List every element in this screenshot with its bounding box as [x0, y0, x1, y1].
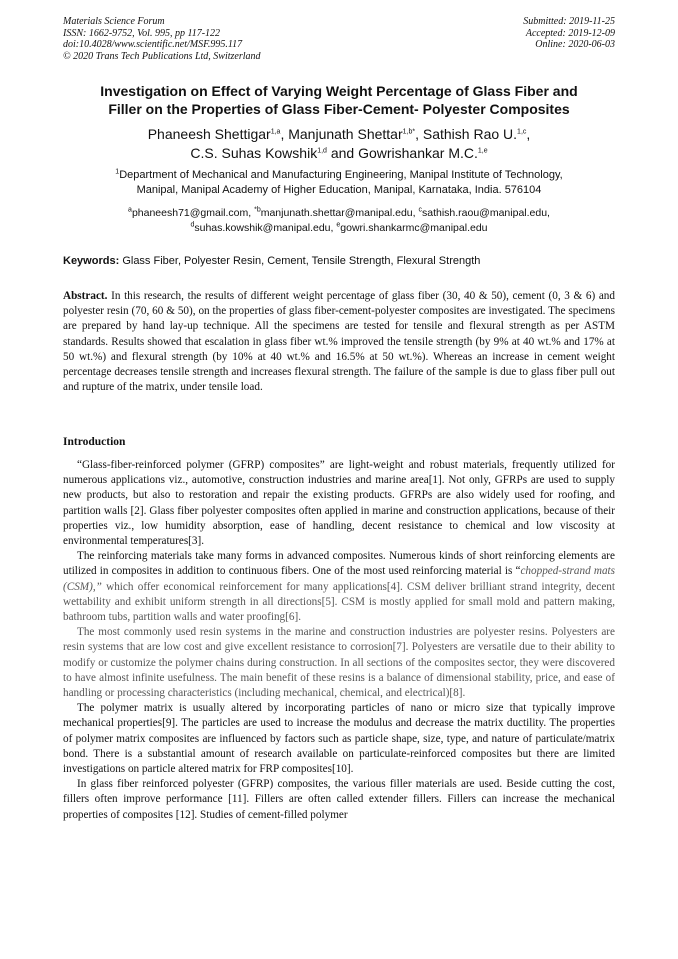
affiliation-line-1: Department of Mechanical and Manufacturing Engineering, Manipal Institute of Technology,: [119, 169, 563, 181]
author-affil-mark: 1,d: [317, 147, 327, 155]
email-address[interactable]: sathish.raou@manipal.edu,: [421, 207, 550, 219]
intro-paragraph: “Glass-fiber-reinforced polymer (GFRP) composites” are light-weight and robust materials, frequently utilized for numerous applications viz., automotive, construction industries and marine area[1]. Not only, GFRPs are used to supply new products, but also to restoration and repair the existing products. GFRPs are also widely used for roofing, and partition walls [2]. Glass fiber polyester composites often applied in marine and construction applications, because of their properties viz., low humidity absorption, ease of handling, decent resistance to chemical and low viscosity at environmental temperatures[3].: [63, 459, 615, 548]
email-mark: c: [418, 206, 422, 214]
author-name: C.S. Suhas Kowshik: [190, 145, 318, 161]
author-affil-mark: 1,e: [477, 147, 488, 155]
author-name: Manjunath Shettar: [288, 126, 403, 142]
author-affil-mark: 1,a: [270, 128, 281, 136]
submitted-date: Submitted: 2019-11-25: [523, 16, 615, 27]
intro-text: which offer economical reinforcement for many applications[4]. CSM deliver brilliant strand integrity, decent wettability and exhibit uniform strength in all directions[5]. CSM is mostly applied for small mold and pattern making, bathroom tubs, partition walls and water proofing[6].: [63, 580, 615, 624]
title-line-2: Filler on the Properties of Glass Fiber-Cement- Polyester Composites: [108, 101, 570, 117]
author-conjunction: and: [330, 145, 355, 161]
keywords-text: Glass Fiber, Polyester Resin, Cement, Tensile Strength, Flexural Strength: [122, 255, 481, 267]
email-address[interactable]: manjunath.shettar@manipal.edu,: [260, 207, 416, 219]
email-address[interactable]: phaneesh71@gmail.com,: [131, 207, 252, 219]
email-mark: *b: [254, 206, 261, 214]
keywords-label: Keywords:: [63, 255, 120, 267]
keywords: [63, 254, 615, 268]
email-mark: e: [336, 221, 341, 228]
intro-italic-term: chopped-strand mats (CSM),”: [63, 565, 615, 593]
author-name: Gowrishankar M.C.: [358, 145, 478, 161]
email-address[interactable]: suhas.kowshik@manipal.edu,: [194, 221, 334, 234]
online-date: Online: 2020-06-03: [535, 39, 615, 50]
author-name: Sathish Rao U.: [422, 126, 518, 142]
affiliation-line-2: Manipal, Manipal Academy of Higher Education, Manipal, Karnataka, India. 576104: [136, 183, 542, 196]
title-line-1: Investigation on Effect of Varying Weight Percentage of Glass Fiber and: [100, 83, 578, 99]
abstract-label: Abstract.: [63, 290, 108, 302]
intro-paragraph: [63, 549, 615, 625]
abstract-text: In this research, the results of different weight percentage of glass fiber (30, 40 & 50), cement (0, 3 & 6) and polyester resin (70, 60 & 50), on the properties of glass fiber-cement-polyester composites are investigated. The specimens are prepared by hand lay-up technique. All the specimens are tested for tensile and flexural strength as per ASTM standards. Results showed that escalation in glass fiber wt.% improved the tensile strength (by 9% at 40 wt.% and 17% at 50 wt.%) and flexural strength (by 10% at 40 wt.% and 16.5% at 50 wt.%). Whereas an increase in cement weight percentage decreases tensile strength and increases flexural strength. The failure of the sample is due to glass fiber pull out and rupture of the matrix, under tensile load.: [63, 290, 615, 394]
affiliation: [40, 168, 638, 197]
journal-info: [63, 16, 261, 62]
intro-paragraph: The most commonly used resin systems in the marine and construction industries are polyester resins. Polyesters are resin systems that are low cost and give excellent resistance to corrosion[7]. Polyesters are versatile due to their ability to modify or customize the polymer chains during construction. In all sections of the composites sector, they were discovered to have almost infinite usefulness. The main benefit of these resins is a balance of dimensional stability, price, and ease of handling or processing characteristics (including mechanical, chemical, and electrical)[8].: [63, 626, 615, 700]
email-mark: d: [190, 221, 195, 228]
author-affil-mark: 1,c: [517, 128, 527, 136]
accepted-date: Accepted: 2019-12-09: [525, 27, 615, 39]
introduction-body: [63, 458, 615, 823]
intro-paragraph: The polymer matrix is usually altered by incorporating particles of nano or micro size that typically improve mechanical properties[9]. The particles are used to increase the modulus and decrease the matrix ductility. The properties of polymer matrix composites are influenced by factors such as particle shape, size, type, and nature of particulate/matrix bond. There is a substantial amount of research available on particulate-reinforced composites but there are limited investigations on particle altered matrix for FRP composites[10].: [63, 702, 615, 776]
journal-name: Materials Science Forum: [63, 16, 165, 27]
affiliation-mark: 1: [115, 168, 120, 176]
author-emails: [40, 206, 638, 235]
abstract: [63, 289, 615, 395]
author-list: Phaneesh Shettigar$^{1,a}$, Manjunath Shettar$^{1,b*}$, Sathish Rao U.$^{1,c}$, C.S. Suhas Kowshik$^{1,d}$ and Gowrishankar M.C.$^{1,e}$: [147, 126, 531, 161]
section-heading-introduction: Introduction: [63, 436, 126, 448]
author-name: Phaneesh Shettigar: [147, 126, 271, 142]
paper-title: [50, 82, 628, 118]
journal-copyright: © 2020 Trans Tech Publications Ltd, Switzerland: [63, 50, 261, 62]
journal-issn: ISSN: 1662-9752, Vol. 995, pp 117-122: [63, 27, 221, 39]
intro-text: The reinforcing materials take many forms in advanced composites. Numerous kinds of short reinforcing elements are utilized in composites in addition to continuous fibers. One of the most used reinforcing material is “: [63, 550, 615, 578]
author-affil-mark: 1,b*: [402, 128, 416, 136]
journal-doi: doi:10.4028/www.scientific.net/MSF.995.117: [63, 39, 243, 50]
intro-paragraph: In glass fiber reinforced polyester (GFRP) composites, the various filler materials are used. Beside cutting the cost, fillers often improve performance [11]. Fillers are often called extender fillers. Fillers can increase the mechanical properties of composites [12]. Studies of cement-filled polymer: [63, 778, 615, 821]
email-address[interactable]: gowri.shankarmc@manipal.edu: [340, 221, 488, 234]
email-mark: a: [128, 206, 132, 214]
publication-dates: [523, 16, 615, 51]
